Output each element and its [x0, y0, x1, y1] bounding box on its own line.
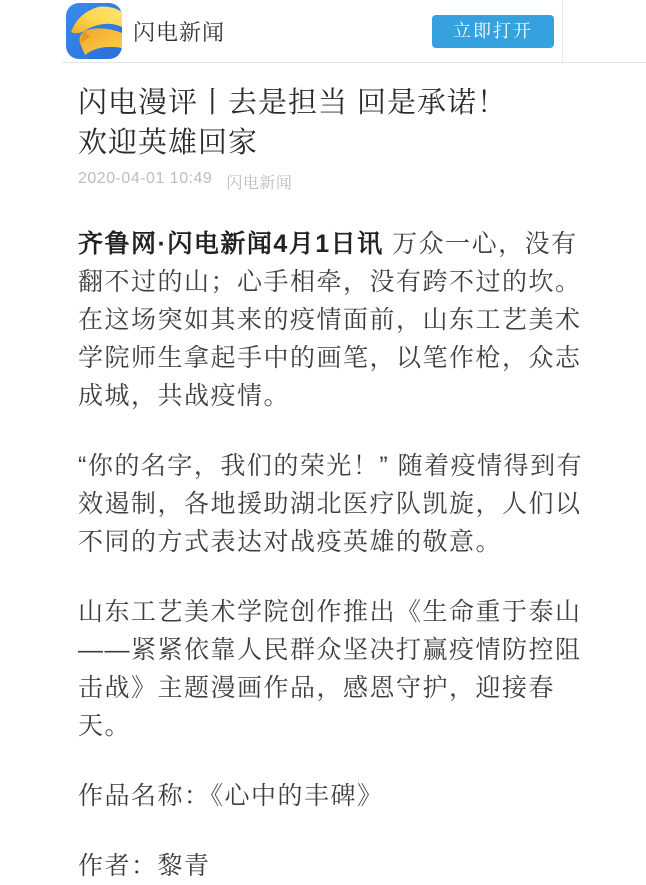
banner-divider	[62, 62, 646, 63]
paragraph-1-text: 万众一心，没有翻不过的山；心手相牵，没有跨不过的坎。在这场突如其来的疫情面前，山东工艺美术学院师生拿起手中的画笔，以笔作枪，众志成城，共战疫情。	[78, 230, 582, 410]
article-meta	[78, 170, 594, 193]
app-name-label: 闪电新闻	[133, 19, 226, 45]
app-smart-banner	[62, 0, 563, 62]
article-title	[78, 83, 594, 163]
article-title-line-2: 欢迎英雄回家	[78, 127, 259, 159]
paragraph-4-work-title: 作品名称：《心中的丰碑》	[78, 782, 384, 810]
shandian-lightning-logo-icon	[66, 3, 122, 59]
paragraph-5-author: 作者：黎青	[78, 852, 211, 880]
publish-datetime: 2020-04-01 10:49	[78, 170, 213, 187]
article-body	[78, 83, 594, 885]
paragraph-3: 山东工艺美术学院创作推出《生命重于泰山——紧紧依靠人民群众坚决打赢疫情防控阻击战》主题漫画作品，感恩守护，迎接春天。	[78, 598, 582, 740]
open-in-app-button[interactable]: 立即打开	[432, 15, 554, 48]
paragraph-1-lead: 齐鲁网·闪电新闻4月1日讯	[78, 230, 384, 258]
source-name: 闪电新闻	[226, 175, 293, 192]
article-title-line-1: 闪电漫评丨去是担当 回是承诺！	[78, 87, 508, 119]
paragraph-2: “你的名字，我们的荣光！” 随着疫情得到有效遏制，各地援助湖北医疗队凯旋，人们以不同的方式表达对战疫英雄的敬意。	[78, 452, 584, 556]
paragraph-1	[78, 225, 594, 415]
